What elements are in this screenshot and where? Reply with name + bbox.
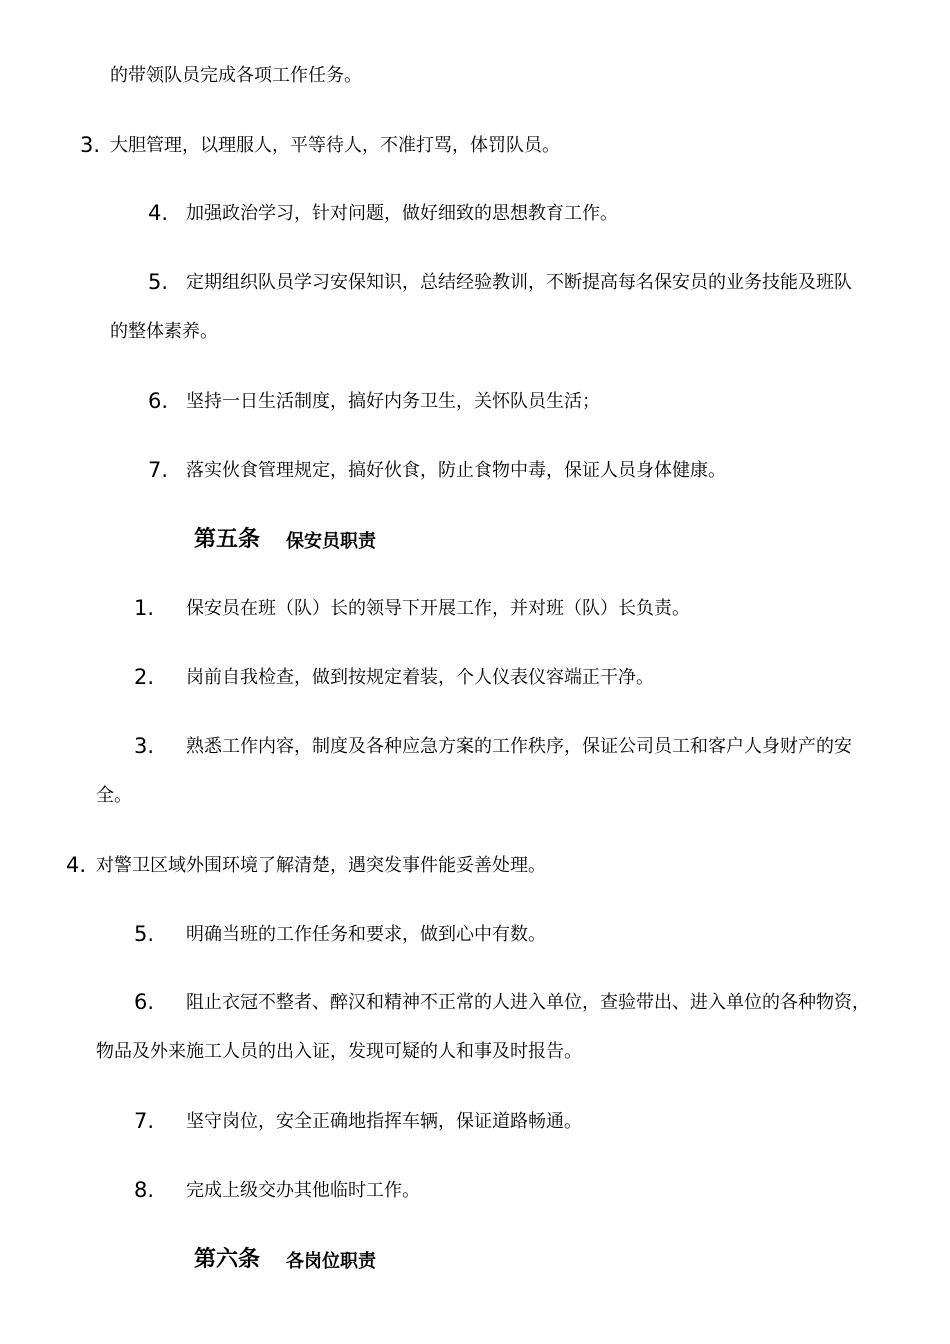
item-text: 落实伙食管理规定，搞好伙食，防止食物中毒，保证人员身体健康。 xyxy=(186,460,726,481)
item-text-continued: 物品及外来施工人员的出入证，发现可疑的人和事及时报告。 xyxy=(96,1041,582,1062)
item-number: 4. xyxy=(66,853,87,877)
item-text: 岗前自我检查，做到按规定着装，个人仪表仪容端正干净。 xyxy=(186,667,654,688)
item-text-continued: 的整体素养。 xyxy=(110,321,218,342)
item-number: 3. xyxy=(134,734,155,758)
item-number: 3. xyxy=(80,133,101,157)
item-number: 7. xyxy=(148,458,169,482)
item-text: 明确当班的工作任务和要求，做到心中有数。 xyxy=(186,924,546,945)
item-number: 5. xyxy=(148,270,169,294)
item-text: 阻止衣冠不整者、醉汉和精神不正常的人进入单位，查验带出、进入单位的各种物资， xyxy=(186,992,870,1013)
item-number: 5. xyxy=(134,922,155,946)
item-number: 7. xyxy=(134,1109,155,1133)
article-number: 第五条 xyxy=(194,527,261,552)
item-text: 定期组织队员学习安保知识，总结经验教训，不断提高每名保安员的业务技能及班队 xyxy=(186,272,852,293)
item-number: 1. xyxy=(134,596,155,620)
item-text: 对警卫区域外围环境了解清楚，遇突发事件能妥善处理。 xyxy=(96,855,546,876)
item-text: 大胆管理，以理服人，平等待人，不准打骂，体罚队员。 xyxy=(110,135,560,156)
article-title: 各岗位职责 xyxy=(286,1251,376,1272)
item-text-continued: 全。 xyxy=(96,785,132,806)
item-number: 6. xyxy=(148,389,169,413)
continuation-line: 的带领队员完成各项工作任务。 xyxy=(110,65,362,86)
item-number: 2. xyxy=(134,665,155,689)
item-text: 坚持一日生活制度，搞好内务卫生，关怀队员生活； xyxy=(186,391,600,412)
article-title: 保安员职责 xyxy=(286,531,376,552)
article-number: 第六条 xyxy=(194,1247,261,1272)
item-number: 8. xyxy=(134,1178,155,1202)
item-text: 坚守岗位，安全正确地指挥车辆，保证道路畅通。 xyxy=(186,1111,582,1132)
item-number: 4. xyxy=(148,201,169,225)
item-text: 熟悉工作内容，制度及各种应急方案的工作秩序，保证公司员工和客户人身财产的安 xyxy=(186,736,852,757)
item-number: 6. xyxy=(134,990,155,1014)
item-text: 完成上级交办其他临时工作。 xyxy=(186,1180,420,1201)
item-text: 加强政治学习，针对问题，做好细致的思想教育工作。 xyxy=(186,203,618,224)
item-text: 保安员在班（队）长的领导下开展工作，并对班（队）长负责。 xyxy=(186,598,690,619)
